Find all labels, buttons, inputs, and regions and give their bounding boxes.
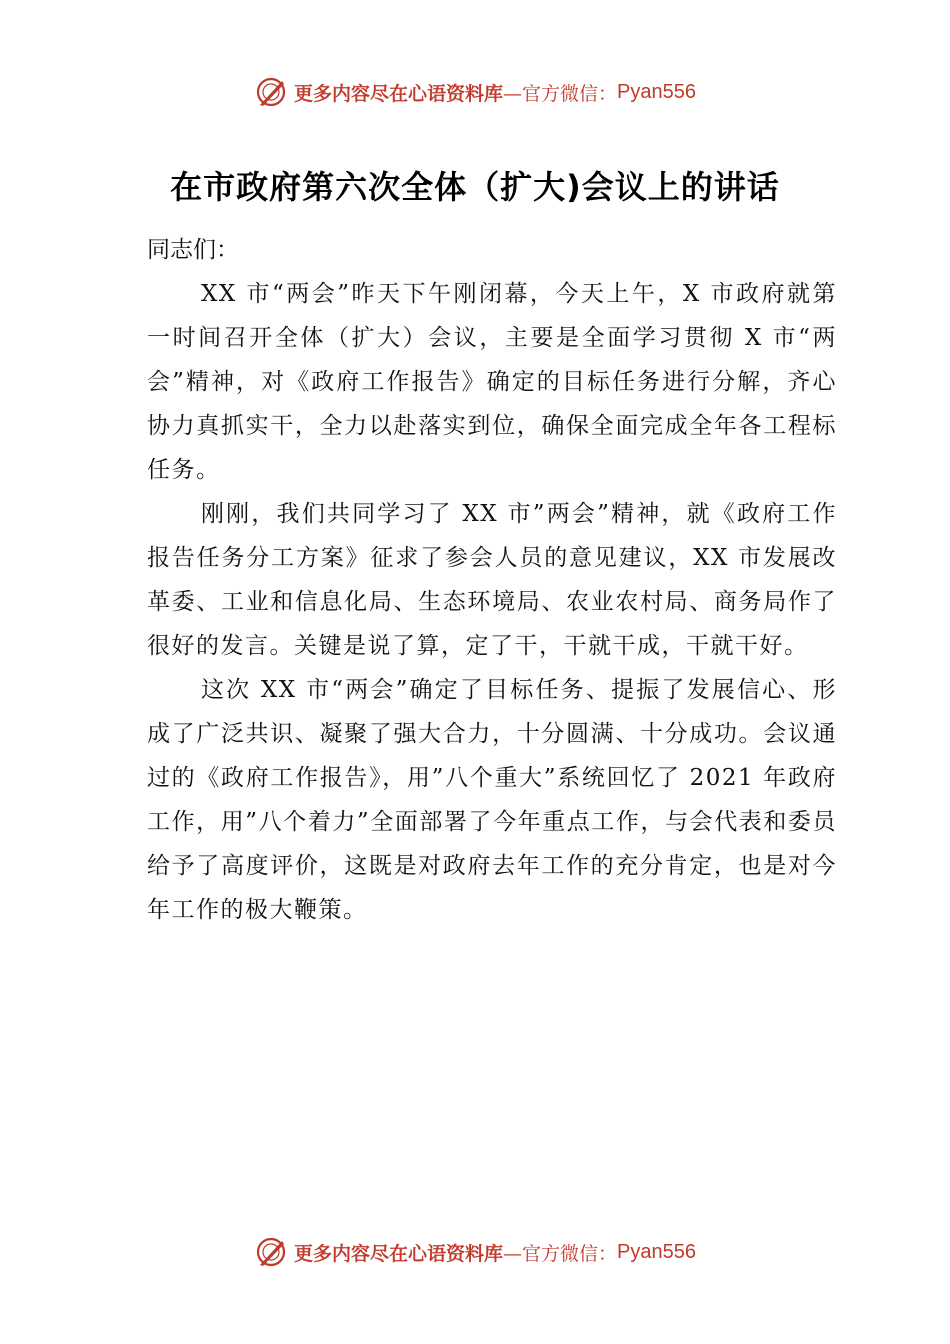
watermark-separator: —官方微信： [503, 1242, 618, 1265]
header-watermark [0, 72, 950, 112]
paragraph-3: 这次 XX 市“两会”确定了目标任务、提振了发展信心、形成了广泛共识、凝聚了强大合力，十分圆满、十分成功。会议通过的《政府工作报告》，用”八个重大”系统回忆了 2021 年政府工作，用”八个着力”全面部署了今年重点工作，与会代表和委员给予了高度评价，这既是对政府去年工作的充分肯定，也是对今年工作的极大鞭策。 [147, 677, 837, 923]
watermark-brand-text: 更多内容尽在心语资料库 [294, 1242, 504, 1265]
paragraph-1: XX 市“两会”昨天下午刚闭幕，今天上午，X 市政府就第一时间召开全体（扩大）会议，主要是全面学习贯彻 X 市“两会”精神，对《政府工作报告》确定的目标任务进行分解，齐心协力真抓实干，全力以赴落实到位，确保全面完成全年各工程标任务。 [147, 281, 837, 483]
paragraph-2: 刚刚，我们共同学习了 XX 市”两会”精神，就《政府工作报告任务分工方案》征求了参会人员的意见建议，XX 市发展改革委、工业和信息化局、生态环境局、农业农村局、商务局作了很好的发言。关键是说了算，定了干，干就干成，干就干好。 [147, 501, 837, 659]
watermark-wechat-id: Pyan556 [617, 80, 696, 103]
greeting: 同志们： [147, 237, 239, 263]
watermark-brand-text: 更多内容尽在心语资料库 [294, 82, 504, 105]
footer-watermark [0, 1232, 950, 1272]
watermark-wechat-id: Pyan556 [617, 1240, 696, 1263]
document-title: 在市政府第六次全体（扩大)会议上的讲话 [170, 168, 780, 206]
quill-seal-icon [254, 1235, 288, 1269]
watermark-separator: —官方微信： [503, 82, 618, 105]
document-body [147, 228, 837, 932]
quill-seal-icon [254, 75, 288, 109]
